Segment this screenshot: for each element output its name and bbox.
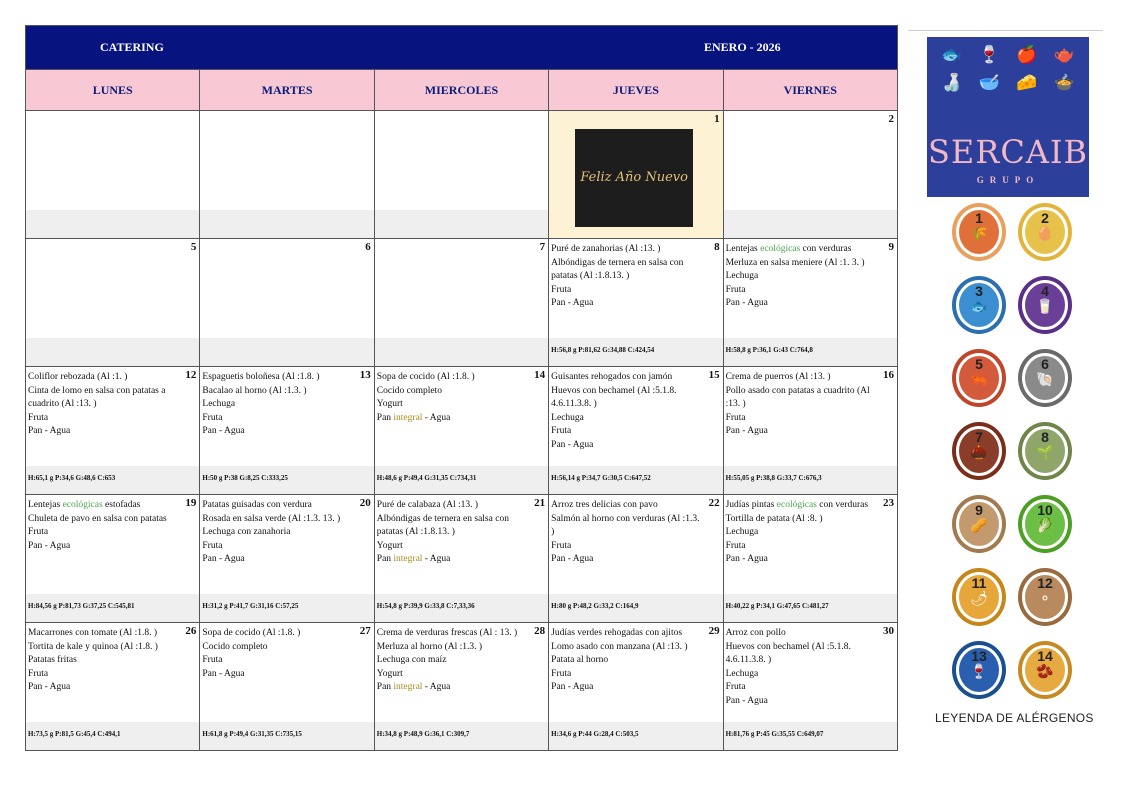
menu-item: Bacalao al horno (Al :1.3. ) xyxy=(202,385,307,396)
period-title: ENERO - 2026 xyxy=(704,40,781,54)
menu-item: Arroz tres delicias con pavo xyxy=(551,500,658,510)
allergen-number: 3 xyxy=(975,283,983,299)
day-cell xyxy=(26,367,200,495)
day-number: 29 xyxy=(708,625,720,637)
allergen-12-icon xyxy=(1018,568,1072,626)
menu-item: Fruta xyxy=(202,655,223,665)
week-row xyxy=(26,367,898,495)
menu-item: Yogurt xyxy=(376,540,403,551)
day-cell xyxy=(374,367,548,495)
day-cell xyxy=(549,239,723,367)
allergen-legend-title: LEYENDA DE ALÉRGENOS xyxy=(935,711,1094,725)
day-number: 15 xyxy=(708,369,720,381)
day-number: 7 xyxy=(539,241,546,253)
menu-item: Crema de verduras frescas (Al : 13. ) xyxy=(376,628,518,638)
menu-list xyxy=(202,371,355,439)
day-cell xyxy=(26,239,200,367)
allergen-11-icon xyxy=(952,568,1006,626)
menu-item: Macarrones con tomate (Al :1.8. ) xyxy=(28,628,157,638)
menu-list xyxy=(726,627,879,708)
menu-item: Arroz con pollo xyxy=(725,628,786,638)
menu-item: Lechuga xyxy=(725,668,759,679)
allergen-5-icon xyxy=(952,349,1006,407)
menu-item: Puré de zanahorias (Al :13. ) xyxy=(551,244,661,254)
menu-list xyxy=(202,499,355,567)
menu-item: Patata al horno xyxy=(551,655,609,665)
sercaib-logo xyxy=(927,37,1089,197)
menu-item: Fruta xyxy=(551,540,572,551)
day-number: 19 xyxy=(185,497,197,509)
menu-item: Lechuga xyxy=(725,271,759,281)
weekday-header-row xyxy=(26,70,898,111)
day-cell xyxy=(26,111,200,239)
menu-list xyxy=(551,371,704,452)
menu-item: Huevos con bechamel (Al :5.1.8. 4.6.11.3.8. ) xyxy=(551,385,677,409)
allergen-number: 4 xyxy=(1041,283,1049,299)
nutrition-info xyxy=(724,210,897,238)
nutrition-info: H:65,1 g P:34,6 G:48,6 C:653 xyxy=(26,466,199,494)
nutrition-info xyxy=(375,338,548,366)
day-number: 20 xyxy=(359,497,371,509)
menu-item: Patatas fritas xyxy=(28,655,77,665)
week-row xyxy=(26,111,898,239)
day-number: 30 xyxy=(883,625,894,637)
nutrition-info xyxy=(26,338,199,366)
day-number: 16 xyxy=(883,369,894,381)
weekday-viernes: VIERNES xyxy=(723,70,897,111)
menu-item: Fruta xyxy=(202,540,223,551)
nutrition-info xyxy=(200,338,373,366)
menu-text: - Agua xyxy=(422,554,451,564)
day-cell xyxy=(723,239,897,367)
menu-item: Pan - Agua xyxy=(551,439,594,450)
menu-item: Pan - Agua xyxy=(28,426,71,436)
menu-item: Lechuga xyxy=(202,399,236,409)
day-number: 27 xyxy=(359,625,371,637)
menu-item: Espaguetis boloñesa (Al :1.8. ) xyxy=(202,372,320,382)
menu-text: Judías pintas xyxy=(725,500,777,510)
nutrition-info: H:50 g P:38 G:8,25 C:333,25 xyxy=(200,466,373,494)
menu-item: Pan - Agua xyxy=(551,298,594,308)
weekday-martes: MARTES xyxy=(200,70,374,111)
menu-list xyxy=(377,499,530,567)
day-cell xyxy=(374,111,548,239)
allergen-glyph: 🌶 xyxy=(970,592,988,607)
menu-item: Cinta de lomo en salsa con patatas a cuadrito (Al :13. ) xyxy=(28,385,166,409)
logo-food-icons-2 xyxy=(927,65,1089,93)
menu-item: Merluza en salsa meniere (Al :1. 3. ) xyxy=(725,257,865,268)
nutrition-info: H:58,8 g P:36,1 G:43 C:764,8 xyxy=(724,338,897,366)
menu-item: Pan - Agua xyxy=(202,554,245,564)
menu-calendar xyxy=(25,25,898,751)
menu-list xyxy=(28,371,181,439)
pot-icon: 🍲 xyxy=(1053,73,1075,92)
day-number: 6 xyxy=(365,241,371,253)
nutrition-info: H:40,22 g P:34,1 G:47,65 C:481,27 xyxy=(724,594,897,622)
day-number: 5 xyxy=(190,241,197,253)
allergen-10-icon xyxy=(1018,495,1072,553)
menu-item: Fruta xyxy=(551,284,572,295)
menu-text: - Agua xyxy=(422,412,451,423)
menu-item: Fruta xyxy=(202,412,223,423)
separator-line xyxy=(908,30,1103,31)
day-number: 12 xyxy=(185,369,197,381)
nutrition-info: H:84,56 g P:81,73 G:37,25 C:545,81 xyxy=(26,594,199,622)
catering-title: CATERING xyxy=(100,40,164,54)
day-number: 2 xyxy=(888,113,894,125)
day-cell xyxy=(200,111,374,239)
allergen-glyph: 🐟 xyxy=(970,300,988,315)
menu-item: Fruta xyxy=(725,540,746,551)
menu-item: Merluza al horno (Al :1.3. ) xyxy=(376,641,483,652)
day-number: 8 xyxy=(714,241,720,253)
calendar-header xyxy=(26,26,898,70)
allergen-glyph: 🦐 xyxy=(970,373,988,388)
week-row xyxy=(26,623,898,751)
menu-item: Rosada en salsa verde (Al :1.3. 13. ) xyxy=(202,513,341,524)
eco-tag: ecológicas xyxy=(62,500,103,510)
menu-item: Yogurt xyxy=(376,399,403,409)
week-row xyxy=(26,495,898,623)
menu-item xyxy=(377,553,530,567)
menu-list xyxy=(726,243,879,311)
menu-item: Fruta xyxy=(725,284,746,295)
nutrition-info: H:73,5 g P:81,5 G:45,4 C:494,1 xyxy=(26,722,199,750)
menu-item: Albóndigas de ternera en salsa con patatas (Al :1.8.13. ) xyxy=(551,257,684,281)
menu-list xyxy=(377,627,530,695)
menu-item xyxy=(28,499,181,513)
day-number: 23 xyxy=(883,497,894,509)
allergen-glyph: 🥚 xyxy=(1036,227,1054,242)
menu-item: Fruta xyxy=(725,682,746,692)
nutrition-info xyxy=(200,210,373,238)
menu-item: Lechuga xyxy=(551,412,584,423)
allergen-glyph: 🥜 xyxy=(970,519,988,534)
allergen-number: 8 xyxy=(1041,429,1049,445)
menu-text: Lentejas xyxy=(725,244,761,254)
nutrition-info: H:34,8 g P:48,9 G:36,1 C:309,7 xyxy=(375,722,548,750)
menu-item: Chuleta de pavo en salsa con patatas xyxy=(28,513,167,524)
day-number: 14 xyxy=(534,369,546,381)
allergen-7-icon xyxy=(952,422,1006,480)
day-cell xyxy=(26,623,200,751)
allergen-number: 11 xyxy=(971,575,987,591)
menu-item: Pan - Agua xyxy=(28,682,71,692)
menu-item: Guisantes rehogados con jamón xyxy=(551,372,673,382)
menu-item: Puré de calabaza (Al :13. ) xyxy=(376,500,479,510)
menu-item: Pan - Agua xyxy=(551,554,594,564)
menu-item: Sopa de cocido (Al :1.8. ) xyxy=(202,628,301,638)
day-number: 1 xyxy=(714,113,720,125)
day-cell xyxy=(200,367,374,495)
day-cell xyxy=(374,495,548,623)
allergen-glyph: ⚬ xyxy=(1039,592,1051,607)
day-cell xyxy=(200,623,374,751)
menu-item: Yogurt xyxy=(376,668,403,679)
allergen-number: 5 xyxy=(975,356,983,372)
allergen-2-icon xyxy=(1018,203,1072,261)
menu-item: Fruta xyxy=(28,412,49,423)
nutrition-info: H:48,6 g P:49,4 G:31,35 C:734,31 xyxy=(375,466,548,494)
allergen-glyph: 🌰 xyxy=(970,446,988,461)
allergen-number: 10 xyxy=(1037,502,1053,518)
menu-item: Pan - Agua xyxy=(551,682,594,692)
menu-text: estofadas xyxy=(102,500,141,510)
menu-item: Judías verdes rehogadas con ajitos xyxy=(551,628,683,638)
nutrition-info xyxy=(26,210,199,238)
menu-item: Fruta xyxy=(551,426,572,436)
menu-item: Lechuga xyxy=(725,527,759,537)
allergen-glyph: 🐚 xyxy=(1036,373,1054,388)
day-cell xyxy=(374,239,548,367)
menu-list xyxy=(726,499,879,567)
allergen-glyph: 🥬 xyxy=(1036,519,1054,534)
menu-text: Lentejas xyxy=(28,500,63,510)
allergen-13-icon xyxy=(952,641,1006,699)
day-cell xyxy=(374,623,548,751)
allergen-number: 6 xyxy=(1041,356,1049,372)
bowl-icon: 🥣 xyxy=(978,73,1000,92)
allergen-3-icon xyxy=(952,276,1006,334)
menu-item: Cocido completo xyxy=(202,641,268,652)
menu-item: Coliflor rebozada (Al :1. ) xyxy=(28,372,128,382)
teapot-icon: 🫖 xyxy=(1053,45,1075,64)
menu-list xyxy=(377,371,530,425)
menu-item: Lechuga con zanahoria xyxy=(202,527,291,537)
allergen-glyph: 🫘 xyxy=(1036,665,1054,680)
day-number: 22 xyxy=(708,497,720,509)
fish-icon: 🐟 xyxy=(941,45,963,64)
menu-item xyxy=(726,243,879,257)
menu-item: Pan - Agua xyxy=(202,426,245,436)
allergen-number: 2 xyxy=(1041,210,1049,226)
day-cell xyxy=(26,495,200,623)
menu-item: Pan - Agua xyxy=(28,540,71,551)
day-cell xyxy=(549,623,723,751)
day-cell xyxy=(549,111,723,239)
allergen-glyph: 🌾 xyxy=(970,227,988,242)
allergen-1-icon xyxy=(952,203,1006,261)
integral-tag: integral xyxy=(393,554,423,564)
nutrition-info: H:61,8 g P:49,4 G:31,35 C:735,15 xyxy=(200,722,373,750)
menu-item: Pan - Agua xyxy=(202,668,245,679)
cheese-icon: 🧀 xyxy=(1016,73,1038,92)
logo-brand: SERCAIB xyxy=(927,133,1089,171)
nutrition-info xyxy=(549,210,722,238)
menu-item: Crema de puerros (Al :13. ) xyxy=(725,372,831,382)
menu-item: Lechuga con maíz xyxy=(376,655,447,665)
day-cell xyxy=(549,495,723,623)
menu-text: Pan xyxy=(376,554,394,564)
menu-item: Tortita de kale y quinoa (Al :1.8. ) xyxy=(28,641,158,652)
menu-item: Albóndigas de ternera en salsa con patatas (Al :1.8.13. ) xyxy=(376,513,509,537)
allergen-4-icon xyxy=(1018,276,1072,334)
nutrition-info: H:56,8 g P:81,62 G:34,88 C:424,54 xyxy=(549,338,722,366)
allergen-number: 9 xyxy=(975,502,983,518)
menu-text: - Agua xyxy=(422,682,451,692)
new-year-image: Feliz Año Nuevo xyxy=(575,129,693,227)
menu-list xyxy=(726,371,879,439)
weekday-miercoles: MIERCOLES xyxy=(374,70,548,111)
menu-item: Pan - Agua xyxy=(725,695,768,706)
nutrition-info: H:34,6 g P:44 G:28,4 C:503,5 xyxy=(549,722,722,750)
eco-tag: ecológicas xyxy=(776,500,817,510)
menu-list xyxy=(28,499,181,553)
menu-item: Huevos con bechamel (Al :5.1.8. 4.6.11.3.8. ) xyxy=(725,641,851,665)
nutrition-info xyxy=(375,210,548,238)
day-number: 21 xyxy=(534,497,546,509)
day-cell xyxy=(200,239,374,367)
menu-text: con verduras xyxy=(800,244,852,254)
menu-item: Fruta xyxy=(28,527,49,537)
nutrition-info: H:81,76 g P:45 G:35,55 C:649,07 xyxy=(724,722,897,750)
glass-icon: 🍷 xyxy=(978,45,1000,64)
menu-item: Pan - Agua xyxy=(725,554,768,564)
allergen-glyph: 🥛 xyxy=(1036,300,1054,315)
menu-item: Salmón al horno con verduras (Al :1.3. ) xyxy=(551,513,700,537)
logo-food-icons xyxy=(927,37,1089,65)
allergen-number: 1 xyxy=(975,210,983,226)
bottle-icon: 🍶 xyxy=(941,73,963,92)
menu-item: Fruta xyxy=(551,668,572,679)
menu-list xyxy=(551,243,704,311)
nutrition-info: H:55,05 g P:38,8 G:33,7 C:676,3 xyxy=(724,466,897,494)
allergen-number: 7 xyxy=(975,429,983,445)
nutrition-info: H:56,14 g P:34,7 G:30,5 C:647,52 xyxy=(549,466,722,494)
menu-list xyxy=(551,627,704,695)
menu-item xyxy=(377,681,530,695)
day-cell xyxy=(549,367,723,495)
day-number: 9 xyxy=(888,241,894,253)
menu-item: Pollo asado con patatas a cuadrito (Al :13. ) xyxy=(725,385,870,409)
day-cell xyxy=(723,495,897,623)
menu-item: Patatas guisadas con verdura xyxy=(202,500,312,510)
menu-text: Pan xyxy=(376,682,394,692)
integral-tag: integral xyxy=(393,412,423,423)
menu-text: Pan xyxy=(376,412,394,423)
menu-item: Pan - Agua xyxy=(725,298,768,308)
allergen-number: 12 xyxy=(1037,575,1053,591)
week-row xyxy=(26,239,898,367)
day-number: 13 xyxy=(359,369,371,381)
day-cell xyxy=(723,367,897,495)
menu-item: Lomo asado con manzana (Al :13. ) xyxy=(551,641,688,652)
menu-list xyxy=(202,627,355,681)
menu-item: Pan - Agua xyxy=(725,426,768,436)
menu-item: Fruta xyxy=(28,668,49,679)
menu-item: Tortilla de patata (Al :8. ) xyxy=(725,513,823,524)
menu-item: Sopa de cocido (Al :1.8. ) xyxy=(376,372,475,382)
weekday-lunes: LUNES xyxy=(26,70,200,111)
weekday-jueves: JUEVES xyxy=(549,70,723,111)
allergen-14-icon xyxy=(1018,641,1072,699)
nutrition-info: H:54,8 g P:39,9 G:33,8 C:7,33,36 xyxy=(375,594,548,622)
allergen-9-icon xyxy=(952,495,1006,553)
logo-group: GRUPO xyxy=(976,175,1040,185)
day-cell xyxy=(723,111,897,239)
allergen-6-icon xyxy=(1018,349,1072,407)
day-number: 26 xyxy=(185,625,197,637)
eco-tag: ecológicas xyxy=(760,244,801,254)
integral-tag: integral xyxy=(393,682,423,692)
allergen-number: 14 xyxy=(1037,648,1053,664)
menu-list xyxy=(551,499,704,567)
allergen-number: 13 xyxy=(971,648,987,664)
nutrition-info: H:31,2 g P:41,7 G:31,16 C:57,25 xyxy=(200,594,373,622)
menu-item: Fruta xyxy=(725,412,746,423)
fruit-icon: 🍎 xyxy=(1016,45,1038,64)
menu-item: Cocido completo xyxy=(376,385,442,396)
day-cell xyxy=(200,495,374,623)
nutrition-info: H:80 g P:48,2 G:33,2 C:164,9 xyxy=(549,594,722,622)
allergen-glyph: 🍷 xyxy=(970,665,988,680)
menu-list xyxy=(28,627,181,695)
day-number: 28 xyxy=(534,625,546,637)
allergen-8-icon xyxy=(1018,422,1072,480)
menu-item xyxy=(377,412,530,426)
day-cell xyxy=(723,623,897,751)
menu-item xyxy=(726,499,879,513)
menu-text: con verduras xyxy=(816,500,869,510)
allergen-glyph: 🌱 xyxy=(1036,446,1054,461)
